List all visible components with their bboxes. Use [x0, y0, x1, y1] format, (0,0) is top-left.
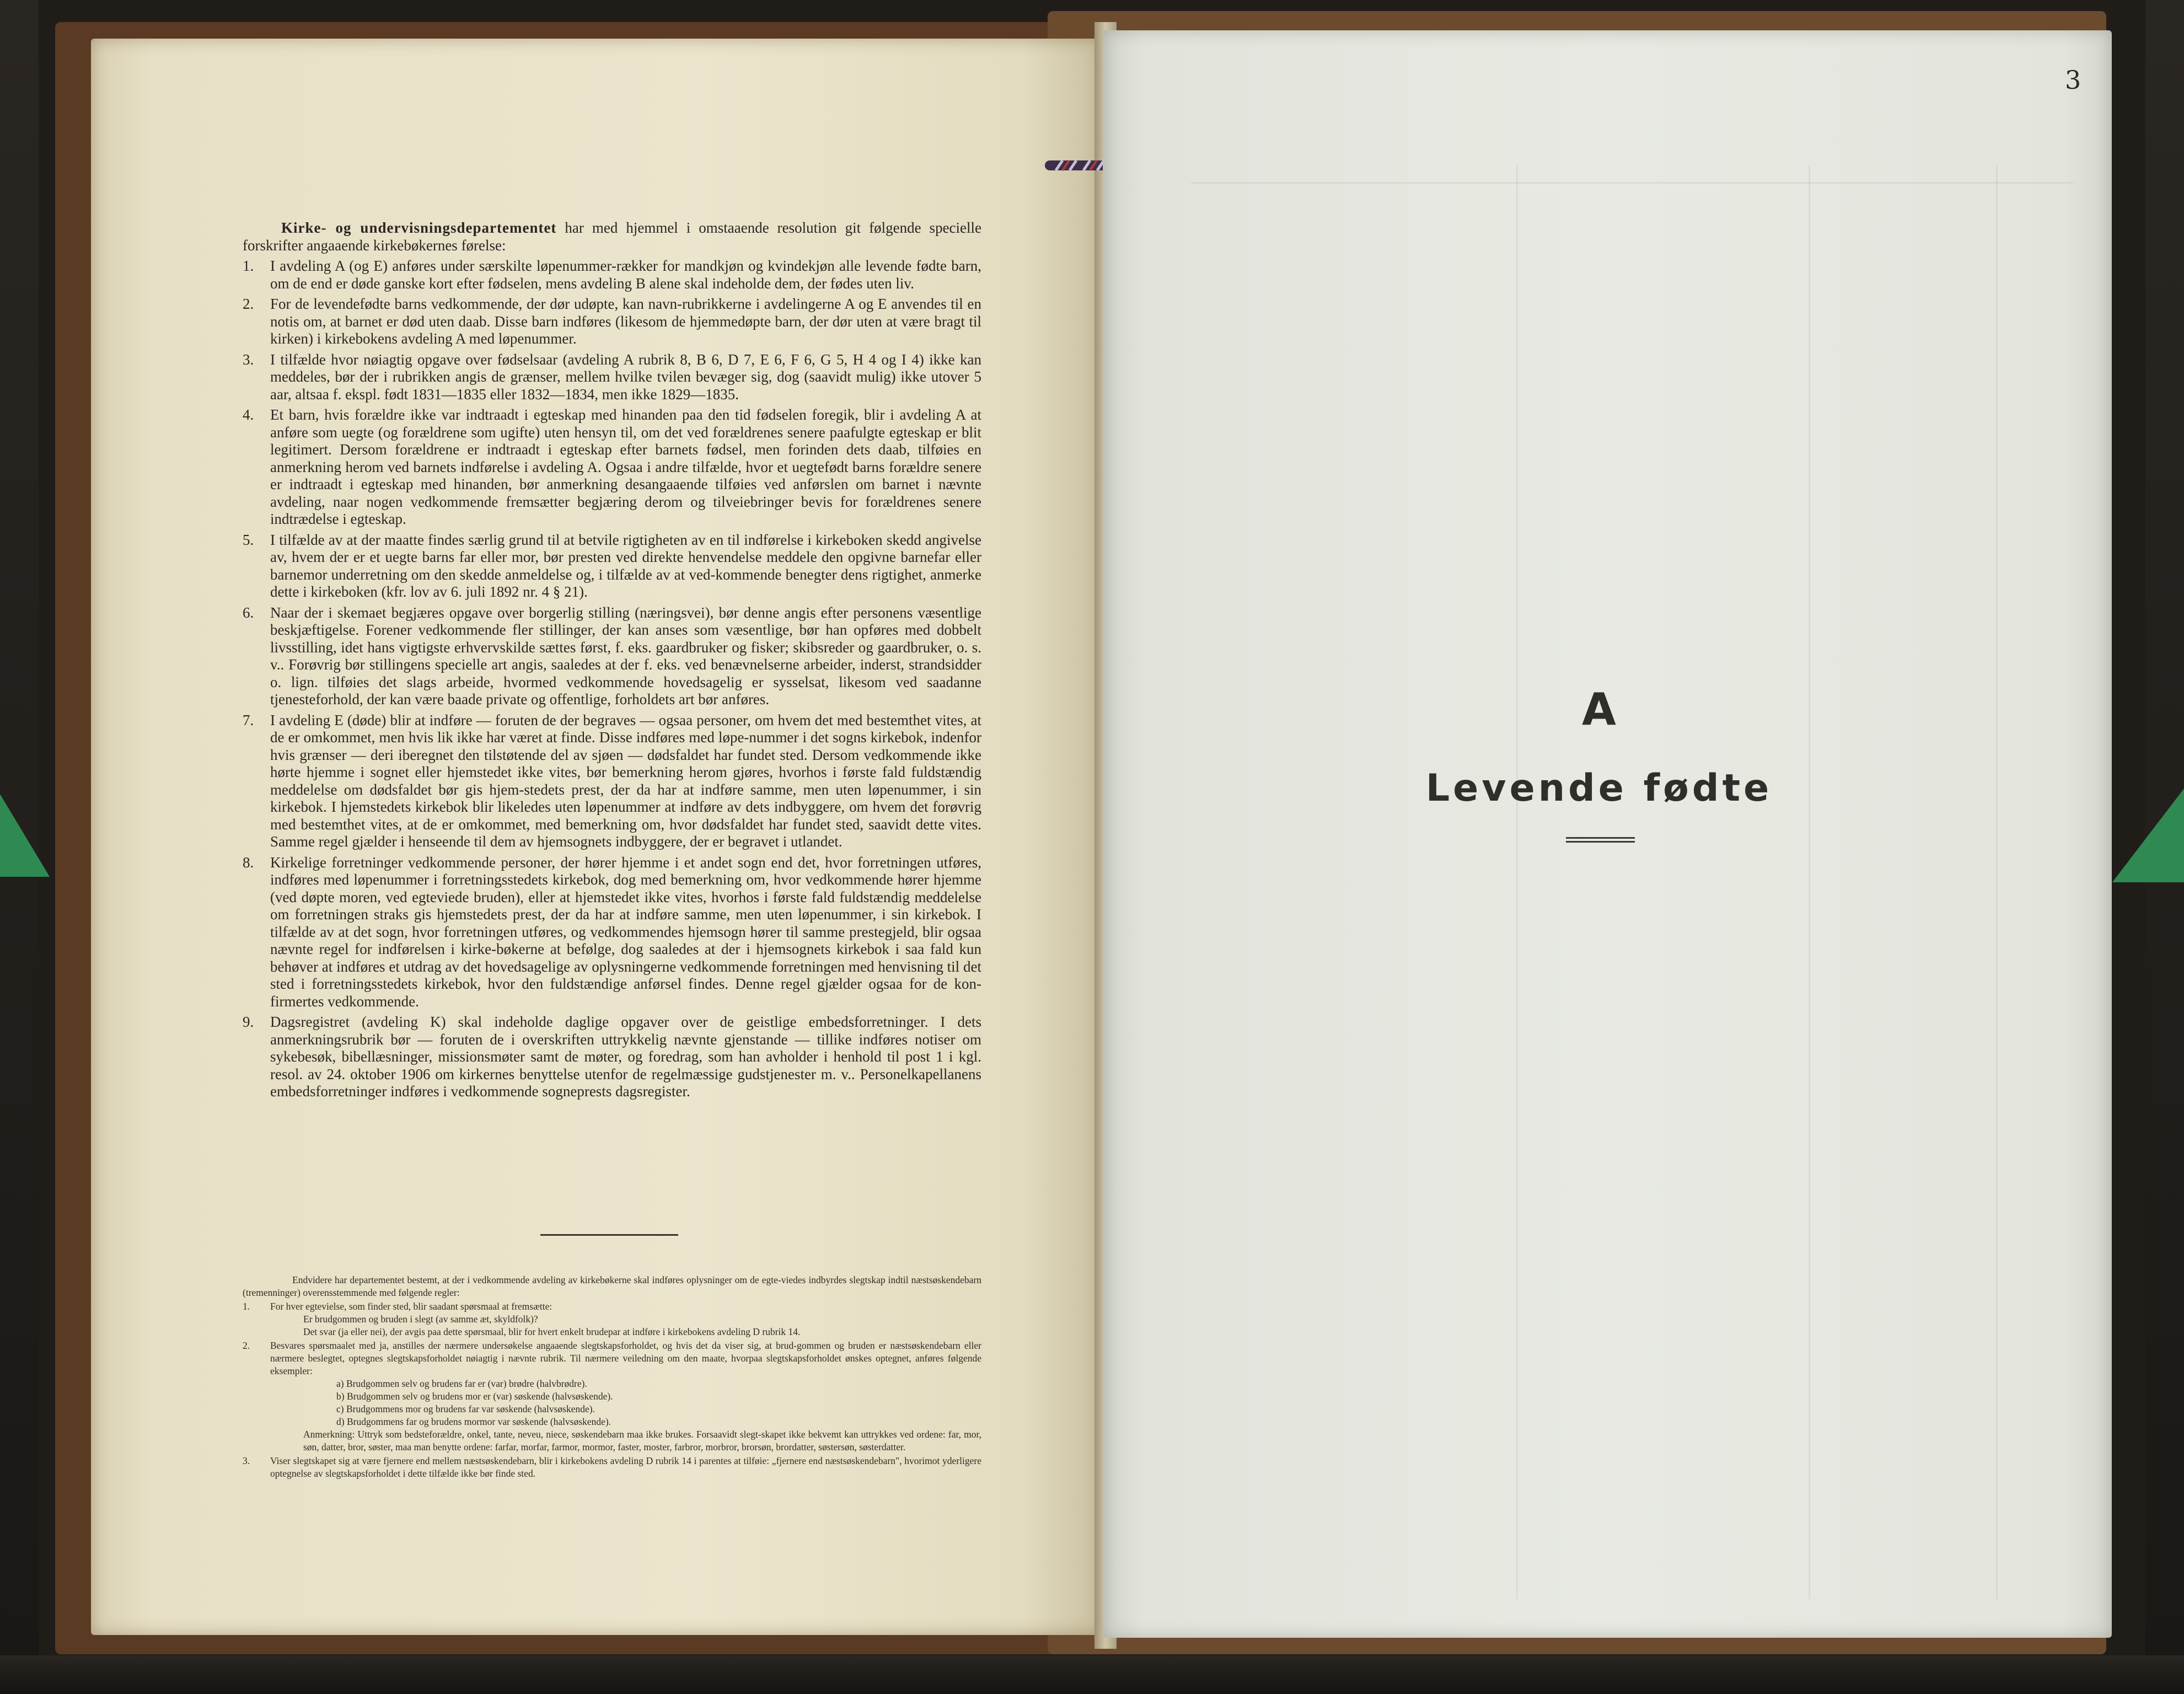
- section-title: Levende fødte: [1425, 766, 1773, 810]
- supplement-note: Anmerkning: Uttryk som bedsteforældre, onkel, tante, neveu, niece, søskendebarn maa ikke brukes. Forsaavidt slegt-skapet ikke bekvemt kan uttrykkes ved ordene: far, mor, søn, datter, bror, søster, maa man benytte ordene: farfar, morfar, farmor, mormor, faster, moster, farbror, morbror, brorsøn, brordatter, søstersøn, søsterdatter.: [303, 1429, 981, 1452]
- rule-item-3: [243, 351, 981, 404]
- rule-text: Dagsregistret (avdeling K) skal indeholde daglige opgaver over de geistlige embedsforretninger. I dets anmerkningsrubrik bør — foruten de i overskriften uttrykkelig nævnte gjenstande — tillike indføres notiser om sykebesøk, bibellæsninger, missionsmøter samt de møter, og foredrag, som han avholder i henhold til post 1 i kgl. resol. av 24. oktober 1906 om kirkernes benyttelse utenfor de regelmæssige gudstjenester m. v.. Personelkapellanens embedsforretninger indføres i vedkommende sogneprests dagsregister.: [270, 1014, 981, 1100]
- bleed-through-line: [1516, 165, 1518, 1599]
- supplement-item-1: [243, 1300, 981, 1338]
- supplement-intro: Endvidere har departementet bestemt, at der i vedkommende avdeling av kirkebøkerne skal indføres oplysninger om de egte-viedes indbyrdes slegtskap indtil næstsøskendebarn (tremenninger) overensstemmende med følgende regler:: [243, 1274, 981, 1298]
- supplement-text-line: Besvares spørsmaalet med ja, anstilles der nærmere undersøkelse angaaende slegtskapsforholdet, og hvis det da viser sig, at brud-gommen og bruden er næstsøskendebarn eller nærmere beslegtet, optegnes slegtskapsforholdet nøiagtig i nævnte rubrik. Til nærmere veiledning om den maate, hvorpaa slegtskapsforholdet ønskes optegnet, anføres følgende eksempler:: [270, 1340, 981, 1376]
- rule-text: Et barn, hvis forældre ikke var indtraadt i egteskap med hinanden paa den tid fødselen foregik, blir i avdeling A at anføre som uegte (og forældrene som ugifte) uten hensyn til, om det ved forældrenes senere paafulgte egteskap er blit legitimert. Dersom forældrene er indtraadt i egteskap efter barnets fødsel, men forinden dets daab, tilføies en anmerkning herom ved barnets indførelse i avdeling A. Ogsaa i andre tilfælde, hvor et uegtefødt barns forældre senere er indtraadt i egteskap med hinanden, bør anmerkning desangaaende tilføies ved anførslen om barnet i nævnte avdeling, naar nogen vedkommende fremsætter begjæring derom og tilveiebringer bevis for forældrenes senere indtrædelse i egteskap.: [270, 406, 981, 527]
- rule-number: 2.: [243, 296, 254, 312]
- rule-text: Kirkelige forretninger vedkommende personer, der hører hjemme i et andet sogn end det, hvor forretningen utføres, indføres med løpenummer i forretningsstedets kirkebok, dog med bemerkning om, hvor vedkommende hører hjemme (ved døpte moren, ved egteviede bruden), eller at hjemstedet ikke vites, hvorhos i første fald fuldstændig meddelelse om forretningen straks gis hjemstedets prest, der da har at indføre samme, men uten løpenummer, i sin kirkebok. I tilfælde av at det sogn, hvor forretningen utføres, og vedkommendes hjemsogn hører til samme prestegjeld, blir ogsaa nævnte regel for indførelsen i kirke-bøkerne at befølge, dog saaledes at der i hjemsognets kirkebok i saa fald kun behøver at indføres et utdrag av det hovedsagelige av oplysningerne vedkommende forretningen med henvisning til det sted i forretningsstedets kirkebok, hvor den fuldstændige anførsel findes. Denne regel gjælder ogsaa for de kon-firmertes vedkommende.: [270, 854, 981, 1010]
- section-letter: A: [1582, 684, 1616, 735]
- rule-number: 1.: [243, 258, 254, 274]
- rule-text: For de levendefødte barns vedkommende, der dør udøpte, kan navn-rubrikkerne i avdelingerne A og E anvendes til en notis om, at barnet er død uten daab. Disse barn indføres (likesom de hjemmedøpte barn, der dør uten at være bragt til kirken) i kirkebokens avdeling A med løpenummer.: [270, 296, 981, 347]
- supplement-item-3: [243, 1455, 981, 1480]
- page-number: 3: [2065, 65, 2081, 95]
- rule-item-4: [243, 406, 981, 528]
- instructions-text: [243, 219, 981, 1104]
- supplement-text-line: For hver egtevielse, som finder sted, blir saadant spørsmaal at fremsætte:: [270, 1301, 552, 1312]
- section-divider: [540, 1234, 678, 1236]
- bleed-through-line: [1996, 165, 1998, 1599]
- supplement-number: 2.: [243, 1340, 250, 1351]
- scan-edge-bottom: [0, 1655, 2184, 1694]
- supplement-item-2: [243, 1339, 981, 1454]
- instructions-intro: [243, 219, 981, 254]
- supplement-number: 1.: [243, 1301, 250, 1312]
- supplement-answer: Det svar (ja eller nei), der avgis paa dette spørsmaal, blir for hvert enkelt brudepar at indføre i kirkebokens avdeling D rubrik 14.: [303, 1326, 801, 1337]
- supplement-question: Er brudgommen og bruden i slegt (av samme æt, skyldfolk)?: [303, 1314, 538, 1325]
- intro-text: har med hjemmel i omstaaende resolution git følgende specielle forskrifter angaaende kirkebøkernes førelse:: [243, 219, 982, 254]
- rule-number: 6.: [243, 604, 254, 621]
- supplement-number: 3.: [243, 1455, 250, 1466]
- title-underline: [1566, 837, 1635, 843]
- rule-number: 4.: [243, 406, 254, 423]
- rule-text: I avdeling A (og E) anføres under særskilte løpenummer-rækker for mandkjøn og kvindekjøn alle levende fødte barn, om de end er døde ganske kort efter fødselen, mens avdeling B alene skal indeholde dem, der fødes uten liv.: [270, 258, 981, 292]
- right-page: [1103, 30, 2112, 1638]
- rule-item-2: [243, 296, 981, 348]
- example-d: d) Brudgommens far og brudens mormor var søskende (halvsøskende).: [336, 1416, 611, 1427]
- rule-number: 3.: [243, 351, 254, 368]
- rule-item-6: [243, 604, 981, 709]
- rule-item-7: [243, 712, 981, 851]
- rule-number: 8.: [243, 854, 254, 871]
- example-a: a) Brudgommen selv og brudens far er (var) brødre (halvbrødre).: [336, 1378, 587, 1389]
- supplement-text-line: Viser slegtskapet sig at være fjernere end mellem næstsøskendebarn, blir i kirkebokens avdeling D rubrik 14 i parentes at tilføie: „fjernere end næstsøskendebarn", hvorimot yderligere optegnelse av slegtskapsforholdet i dette tilfælde ikke bør finde sted.: [270, 1455, 981, 1479]
- example-c: c) Brudgommens mor og brudens far var søskende (halvsøskende).: [336, 1403, 595, 1414]
- supplement-text: [243, 1274, 981, 1480]
- rule-item-1: [243, 258, 981, 292]
- rule-item-8: [243, 854, 981, 1011]
- bleed-through-line: [1191, 182, 2073, 184]
- bleed-through-line: [1809, 165, 1810, 1599]
- example-b: b) Brudgommen selv og brudens mor er (var) søskende (halvsøskende).: [336, 1391, 613, 1402]
- rule-text: I tilfælde hvor nøiagtig opgave over fødselsaar (avdeling A rubrik 8, B 6, D 7, E 6, F 6, G 5, H 4 og I 4) ikke kan meddeles, bør der i rubrikken angis de grænser, mellem hvilke tvilen bevæger sig, dog (saavidt mulig) ikke utover 5 aar, altsaa f. ekspl. født 1831—1835 eller 1832—1834, men ikke 1829—1835.: [270, 351, 981, 403]
- rule-text: Naar der i skemaet begjæres opgave over borgerlig stilling (næringsvei), bør denne angis efter personens væsentlige beskjæftigelse. Forener vedkommende fler stillinger, der kan anses som væsentlige, bør han opføres med dobbelt livsstilling, idet hans vigtigste erhvervskilde sættes først, f. eks. gaardbruker og fisker; skibsreder og gaardbruker, o. s. v.. Forøvrig bør stillingens specielle art angis, saaledes at der f. eks. ved benævnelserne arbeider, inderst, strandsidder o. lign. tilføies det slags arbeide, hvormed vedkommende hovedsagelig er sysselsat, likesom ved saadanne tjenesteforhold, der kan være baade private og offentlige, forholdets art bør anføres.: [270, 604, 981, 707]
- rule-number: 5.: [243, 531, 254, 548]
- rule-number: 7.: [243, 711, 254, 728]
- rule-item-5: [243, 532, 981, 601]
- rule-text: I avdeling E (døde) blir at indføre — foruten de der begraves — ogsaa personer, om hvem det med bestemthet vites, at de er omkommet, men hvis lik ikke har været at finde. Disse indføres med løpe-nummer i det sogns kirkebok, indenfor hvis grænser — deri iberegnet den tilstøtende del av sjøen — dødsfaldet har fundet sted. Dersom vedkommende ikke hørte hjemme i sognet eller hjemstedet ikke vites, bør bemerkning herom gjøres, hvorhos i første fald fuldstændig meddelelse om dødsfaldet bør gis hjem-stedets prest, der da har at indføre samme, men uten løpenummer, i sin kirkebok. I hjemstedets kirkebok blir likeledes uten løpenummer at indføre av dets indbyggere, om hvem det forøvrig med bestemthet vites, at de er omkommet, med bemerkning om, hvor dødsfaldet har fundet sted, saavidt dette vites. Samme regel gjælder i henseende til dem av hjemsognets indbyggere, der er begravet i utlandet.: [270, 711, 981, 850]
- rule-number: 9.: [243, 1014, 254, 1030]
- rule-text: I tilfælde av at der maatte findes særlig grund til at betvile rigtigheten av en til indførelse i kirkeboken skedd angivelse av, hvem der er et uegte barns far eller mor, bør presten ved direkte henvendelse meddele den opgivne barnefar eller barnemor underretning om den skedde anmeldelse og, i tilfælde av at ved-kommende benegter dens rigtighet, anmerke dette i kirkeboken (kfr. lov av 6. juli 1892 nr. 4 § 21).: [270, 531, 981, 600]
- rule-item-9: [243, 1014, 981, 1101]
- department-name: Kirke- og undervisningsdepartementet: [281, 219, 557, 236]
